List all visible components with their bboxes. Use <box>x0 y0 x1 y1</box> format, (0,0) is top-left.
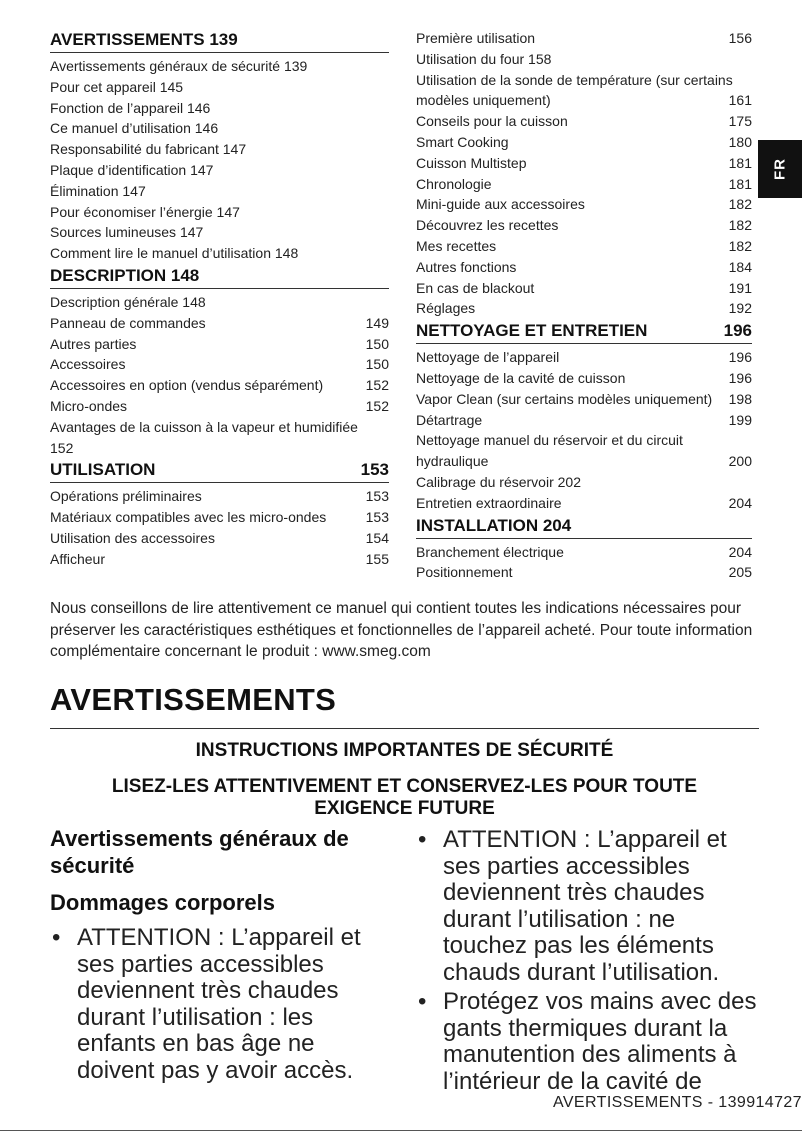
toc-entry-page: 182 <box>728 196 752 213</box>
toc-entry-label: Positionnement <box>416 564 513 581</box>
toc-entry-page: 181 <box>728 154 752 171</box>
toc-entry[interactable] <box>416 493 752 514</box>
toc-entry[interactable] <box>50 354 389 375</box>
toc-entry-label: Cuisson Multistep <box>416 154 527 171</box>
toc-entry[interactable] <box>416 194 752 215</box>
bullet-item: • ATTENTION : L’appareil et ses parties accessibles deviennent très chaudes durant l’utilisation : ne touchez pas les éléments chauds durant l’utilisation. <box>416 827 761 986</box>
toc-entry-label: Fonction de l’appareil 146 <box>50 99 211 116</box>
toc-entry-label: Première utilisation <box>416 30 536 46</box>
toc-entry-label: Ce manuel d’utilisation 146 <box>50 120 219 137</box>
toc-entry-label: Micro-ondes <box>50 397 128 414</box>
toc-entry[interactable] <box>416 153 752 174</box>
toc-entry[interactable] <box>50 375 389 396</box>
toc-entry-page: 199 <box>728 411 752 428</box>
bullet-item: • Protégez vos mains avec des gants thermiques durant la manutention des aliments à l’intérieur de la cavité de <box>416 989 761 1095</box>
bullet-item: • ATTENTION : L’appareil et ses parties accessibles deviennent très chaudes durant l’utilisation : les enfants en bas âge ne doivent pas y avoir accès. <box>50 925 395 1084</box>
bottom-rule <box>0 1130 802 1131</box>
section-title: AVERTISSEMENTS <box>50 682 337 717</box>
toc-entry-label: Chronologie <box>416 175 492 192</box>
toc-entry[interactable] <box>416 389 752 410</box>
toc-entry-page: 154 <box>365 529 389 546</box>
toc-entry-page: 153 <box>360 460 389 480</box>
toc-entry[interactable] <box>50 507 389 528</box>
toc-entry-page: 182 <box>728 237 752 254</box>
page-footer: AVERTISSEMENTS - 139914727 <box>552 1094 802 1111</box>
toc-entry[interactable] <box>416 368 752 389</box>
toc-entry-label: Utilisation du four 158 <box>416 50 552 67</box>
toc-entry-label: Utilisation de la sonde de température (sur certains <box>416 71 733 88</box>
toc-entry[interactable] <box>50 334 389 355</box>
toc-entry-label: Utilisation des accessoires <box>50 529 215 546</box>
toc-entry-label-continued: hydraulique <box>416 453 489 470</box>
toc-entry[interactable] <box>416 542 752 563</box>
toc-entry-label: Avertissements généraux de sécurité 139 <box>50 58 308 74</box>
toc-entry-label: Matériaux compatibles avec les micro-ondes <box>50 509 327 526</box>
intro-paragraph: Nous conseillons de lire attentivement ce manuel qui contient toutes les indications nécessaires pour préserver les caractéristiques esthétiques et fonctionnelles de l’appareil acheté. Pour toute information complémentaire concernant le produit : www.smeg.com <box>50 600 753 660</box>
toc-entry-label: Nettoyage manuel du réservoir et du circuit <box>416 432 683 449</box>
toc-entry-page: 204 <box>728 543 752 560</box>
left-bullet-list <box>50 925 395 1087</box>
toc-section-heading[interactable] <box>50 266 389 289</box>
right-bullet-list <box>416 827 761 1098</box>
toc-left-column <box>50 28 389 570</box>
keep-instructions-heading: LISEZ-LES ATTENTIVEMENT ET CONSERVEZ-LES POUR TOUTE EXIGENCE FUTURE <box>111 776 698 819</box>
toc-entry-label: Panneau de commandes <box>50 314 206 331</box>
toc-entry-page: 175 <box>728 113 752 130</box>
toc-entry-page: 196 <box>723 321 752 341</box>
toc-entry-label: Responsabilité du fabricant 147 <box>50 141 247 158</box>
toc-entry-label: Entretien extraordinaire <box>416 494 562 511</box>
toc-entry-label: Accessoires <box>50 356 126 373</box>
toc-entry-page: 205 <box>728 564 752 581</box>
toc-entry-page: 204 <box>728 494 752 511</box>
toc-entry-page: 161 <box>728 92 752 109</box>
toc-entry-page: 196 <box>728 349 752 366</box>
section-title-rule <box>50 728 759 729</box>
toc-entry-label: Smart Cooking <box>416 133 509 150</box>
toc-entry[interactable] <box>416 347 752 368</box>
toc-entry[interactable] <box>416 174 752 195</box>
toc-entry-page: 192 <box>728 300 752 317</box>
toc-entry-label: Détartrage <box>416 411 483 428</box>
toc-entry-label: Réglages <box>416 300 476 317</box>
toc-entry[interactable] <box>416 278 752 299</box>
toc-entry-label: NETTOYAGE ET ENTRETIEN <box>416 321 648 341</box>
toc-entry[interactable] <box>50 528 389 549</box>
toc-entry-label: En cas de blackout <box>416 279 535 296</box>
toc-entry-label: Comment lire le manuel d’utilisation 148 <box>50 245 299 262</box>
toc-entry-label: Découvrez les recettes <box>416 217 559 234</box>
toc-entry-page: 152 <box>50 439 74 456</box>
toc-section-heading[interactable] <box>416 516 752 539</box>
toc-entry-label: UTILISATION <box>50 460 156 480</box>
general-safety-heading: Avertissements généraux de sécurité <box>50 826 349 878</box>
toc-entry[interactable] <box>50 98 389 119</box>
toc-entry-label: Mini-guide aux accessoires <box>416 196 585 213</box>
toc-entry-label: Mes recettes <box>416 237 497 254</box>
toc-entry-page: 153 <box>365 509 389 526</box>
toc-entry[interactable] <box>50 549 389 570</box>
toc-section-heading[interactable] <box>50 30 389 53</box>
toc-entry-label: INSTALLATION 204 <box>416 515 572 535</box>
toc-entry-page: 196 <box>728 369 752 386</box>
toc-entry[interactable] <box>50 139 389 160</box>
toc-entry-page: 182 <box>728 217 752 234</box>
toc-entry-label: Conseils pour la cuisson <box>416 113 568 130</box>
toc-entry-label: DESCRIPTION 148 <box>50 265 200 285</box>
toc-entry[interactable] <box>416 298 752 319</box>
toc-entry[interactable] <box>50 417 389 459</box>
toc-entry[interactable] <box>416 111 752 132</box>
toc-entry[interactable] <box>416 472 752 493</box>
toc-entry-page: 152 <box>365 397 389 414</box>
toc-entry[interactable] <box>50 396 389 417</box>
toc-entry[interactable] <box>50 202 389 223</box>
language-tab[interactable] <box>758 140 802 198</box>
toc-entry-label: Pour cet appareil 145 <box>50 78 184 95</box>
toc-entry-label: Description générale 148 <box>50 293 206 310</box>
toc-entry-label: Calibrage du réservoir 202 <box>416 473 581 490</box>
toc-entry-label: Autres fonctions <box>416 258 517 275</box>
toc-entry-page: 191 <box>728 279 752 296</box>
toc-entry[interactable] <box>416 410 752 431</box>
toc-entry-page: 150 <box>365 356 389 373</box>
toc-entry[interactable] <box>50 486 389 507</box>
toc-entry[interactable] <box>50 118 389 139</box>
toc-entry[interactable] <box>50 56 389 77</box>
toc-entry-page: 152 <box>365 377 389 394</box>
toc-entry[interactable] <box>50 292 389 313</box>
toc-entry-page: 181 <box>728 175 752 192</box>
toc-entry-label: Branchement électrique <box>416 543 564 560</box>
toc-entry[interactable] <box>50 181 389 202</box>
instructions-heading: INSTRUCTIONS IMPORTANTES DE SÉCURITÉ <box>195 740 614 761</box>
toc-entry[interactable] <box>416 132 752 153</box>
toc-section-heading[interactable] <box>50 460 389 483</box>
toc-entry[interactable] <box>416 257 752 278</box>
injury-heading: Dommages corporels <box>50 890 275 915</box>
toc-entry-label: Pour économiser l’énergie 147 <box>50 203 240 220</box>
toc-entry-label: Vapor Clean (sur certains modèles uniquement) <box>416 390 713 407</box>
toc-entry-label: Accessoires en option (vendus séparément) <box>50 377 324 394</box>
toc-entry-label: Élimination 147 <box>50 182 146 199</box>
toc-entry[interactable] <box>416 430 752 472</box>
toc-entry-page: 198 <box>728 390 752 407</box>
toc-entry[interactable] <box>50 243 389 264</box>
toc-entry-label: Afficheur <box>50 550 105 567</box>
toc-entry[interactable] <box>50 77 389 98</box>
toc-entry[interactable] <box>416 49 752 70</box>
toc-entry-label: Plaque d’identification 147 <box>50 161 214 178</box>
toc-entry-page: 150 <box>365 335 389 352</box>
toc-entry[interactable] <box>416 215 752 236</box>
toc-entry[interactable] <box>50 313 389 334</box>
toc-right-column <box>416 28 752 583</box>
toc-entry-label: Sources lumineuses 147 <box>50 224 204 241</box>
toc-entry-label: Nettoyage de l’appareil <box>416 349 560 366</box>
toc-entry-page: 200 <box>728 453 752 470</box>
toc-entry[interactable] <box>416 28 752 49</box>
toc-entry-page: 156 <box>728 30 752 46</box>
toc-entry-label-continued: modèles uniquement) <box>416 92 551 109</box>
toc-entry-page: 184 <box>728 258 752 275</box>
toc-entry-page: 180 <box>728 133 752 150</box>
toc-entry-page: 153 <box>365 488 389 505</box>
toc-entry-label: Nettoyage de la cavité de cuisson <box>416 369 626 386</box>
toc-entry-page: 149 <box>365 314 389 331</box>
language-tab-label: FR <box>771 158 789 180</box>
toc-entry-label: Autres parties <box>50 335 137 352</box>
toc-entry[interactable] <box>416 70 752 112</box>
toc-entry-label: Avantages de la cuisson à la vapeur et humidifiée <box>50 418 358 435</box>
toc-entry-label: AVERTISSEMENTS 139 <box>50 30 238 49</box>
toc-entry[interactable] <box>50 160 389 181</box>
toc-entry[interactable] <box>50 222 389 243</box>
toc-entry[interactable] <box>416 236 752 257</box>
toc-entry-label: Opérations préliminaires <box>50 488 202 505</box>
toc-entry[interactable] <box>416 562 752 583</box>
toc-entry-page: 155 <box>365 550 389 567</box>
toc-section-heading[interactable] <box>416 321 752 344</box>
